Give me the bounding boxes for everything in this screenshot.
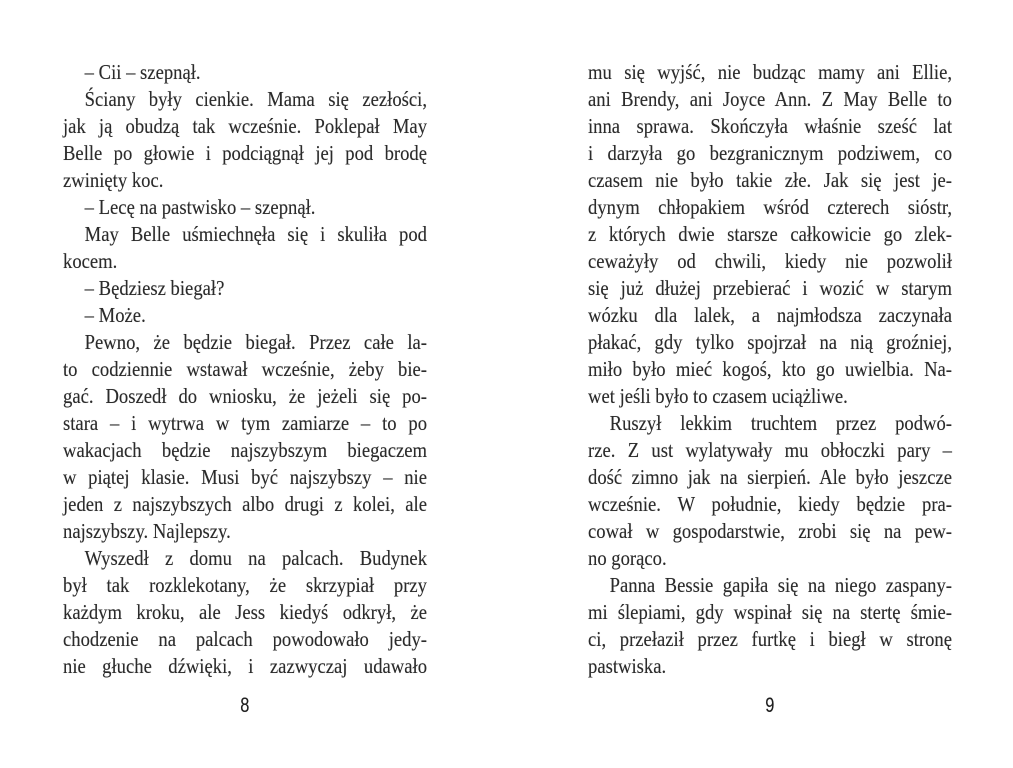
text-line: wakacjach będzie najszybszym biegaczem xyxy=(63,438,428,462)
text-line: mu się wyjść, nie budząc mamy ani Ellie, xyxy=(588,60,953,84)
text-line: jak ją obudzą tak wcześnie. Poklepał May xyxy=(63,114,428,138)
text-line: ani Brendy, ani Joyce Ann. Z May Belle to xyxy=(588,87,953,111)
text-line: – Będziesz biegał? xyxy=(84,276,225,300)
text-line: stara – i wytrwa w tym zamiarze – to po xyxy=(63,411,428,435)
page-number-left: 8 xyxy=(240,694,250,717)
text-line: cował w gospodarstwie, zrobi się na pew- xyxy=(588,519,953,543)
text-line: płakać, gdy tylko spojrzał na nią groźniej, xyxy=(588,330,953,354)
text-line: Wyszedł z domu na palcach. Budynek xyxy=(84,546,428,570)
text-line: był tak rozklekotany, że skrzypiał przy xyxy=(63,573,428,597)
text-line: dość zimno jak na sierpień. Ale było jeszcze xyxy=(588,465,953,489)
text-line: dynym chłopakiem wśród czterech sióstr, xyxy=(588,195,953,219)
text-line: Ściany były cienkie. Mama się zezłości, xyxy=(84,87,428,111)
text-line: – Może. xyxy=(84,303,146,327)
page-right-text-block xyxy=(588,59,952,680)
text-line: inna sprawa. Skończyła właśnie sześć lat xyxy=(588,114,953,138)
text-line: pastwiska. xyxy=(588,654,667,678)
text-line: rze. Z ust wylatywały mu obłoczki pary – xyxy=(588,438,953,462)
text-line: się już dłużej przebierać i wozić w starym xyxy=(588,276,953,300)
text-line: ci, przełaził przez furtkę i biegł w stronę xyxy=(588,627,953,651)
text-line: ceważyły od chwili, kiedy nie pozwolił xyxy=(588,249,953,273)
text-line: – Lecę na pastwisko – szepnął. xyxy=(84,195,316,219)
text-line: no gorąco. xyxy=(588,546,667,570)
text-line: Panna Bessie gapiła się na niego zaspany- xyxy=(609,573,953,597)
text-line: kocem. xyxy=(63,249,118,273)
text-line: Belle po głowie i podciągnął jej pod brodę xyxy=(63,141,428,165)
text-line: Pewno, że będzie biegał. Przez całe la- xyxy=(84,330,428,354)
text-line: zwinięty koc. xyxy=(63,168,164,192)
text-line: chodzenie na palcach powodowało jedy- xyxy=(63,627,428,651)
page-number-right: 9 xyxy=(765,694,775,717)
text-line: każdym kroku, ale Jess kiedyś odkrył, że xyxy=(63,600,428,624)
page-left-text-block xyxy=(63,59,427,680)
text-line: wet jeśli było to czasem uciążliwe. xyxy=(588,384,848,408)
page-right-folio xyxy=(588,694,952,718)
text-line: jeden z najszybszych albo drugi z kolei, ale xyxy=(63,492,428,516)
text-line: mi ślepiami, gdy wspinał się na stertę śmie- xyxy=(588,600,953,624)
text-line: May Belle uśmiechnęła się i skuliła pod xyxy=(84,222,428,246)
page-left-folio xyxy=(63,694,427,718)
text-line: gać. Doszedł do wniosku, że jeżeli się po- xyxy=(63,384,428,408)
text-line: nie głuche dźwięki, i zazwyczaj udawało xyxy=(63,654,428,678)
text-line: – Cii – szepnął. xyxy=(84,60,201,84)
text-line: to codziennie wstawał wcześnie, żeby bie- xyxy=(63,357,428,381)
text-line: czasem nie było takie złe. Jak się jest je- xyxy=(588,168,953,192)
text-line: i darzyła go bezgranicznym podziwem, co xyxy=(588,141,953,165)
text-line: najszybszy. Najlepszy. xyxy=(63,519,231,543)
text-line: z których dwie starsze całkowicie go zlek- xyxy=(588,222,953,246)
text-line: wcześnie. W południe, kiedy będzie pra- xyxy=(588,492,953,516)
text-line: w piątej klasie. Musi być najszybszy – nie xyxy=(63,465,428,489)
text-line: miło było mieć kogoś, kto go uwielbia. Na- xyxy=(588,357,953,381)
text-line: Ruszył lekkim truchtem przez podwó- xyxy=(609,411,953,435)
text-line: wózku dla lalek, a najmłodsza zaczynała xyxy=(588,303,953,327)
